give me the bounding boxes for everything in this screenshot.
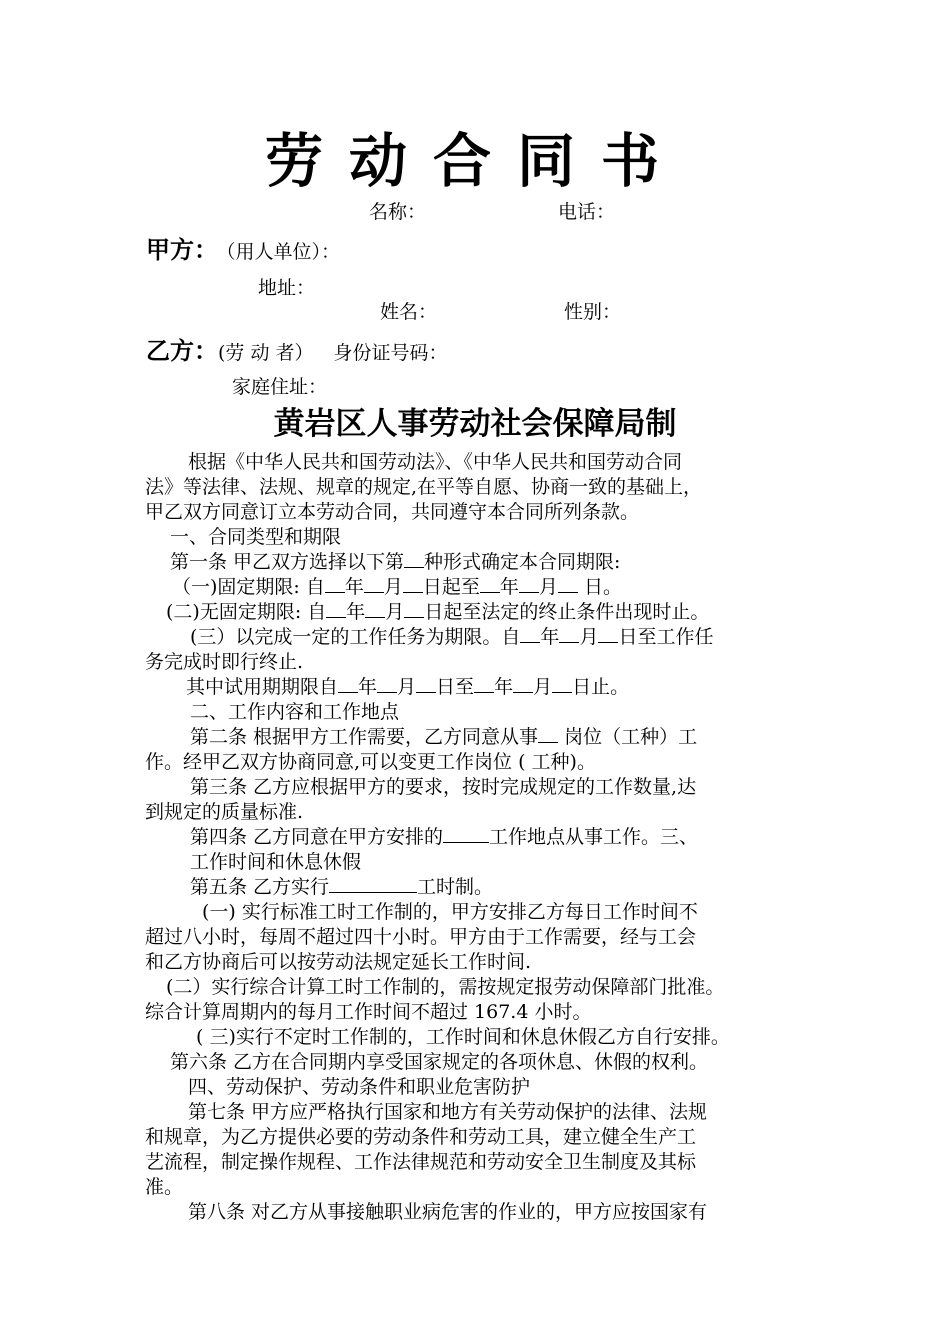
text-segment: 第五条 乙方实行	[190, 876, 330, 898]
article-7-cont: 和规章，为乙方提供必要的劳动条件和劳动工具，建立健全生产工	[145, 1126, 697, 1148]
article-5-item-1-cont: 超过八小时，每周不超过四十小时。甲方由于工作需要，经与工会	[145, 926, 697, 948]
party-b-label: 乙方：	[146, 337, 218, 365]
article-4-cont: 工作时间和休息休假	[190, 851, 362, 873]
blank-line	[326, 601, 346, 618]
blank-line	[513, 676, 533, 693]
article-5	[190, 875, 493, 899]
text-segment: 年	[499, 576, 519, 598]
text-segment: 岗位（工种）工	[558, 726, 698, 748]
text-segment: 月	[385, 601, 405, 623]
text-segment: 工时制。	[417, 876, 494, 898]
article-5-item-2: (二）实行综合计算工时工作制的，需按规定报劳动保障部门批准。	[166, 976, 725, 998]
text-segment: 第四条 乙方同意在甲方安排的	[190, 826, 444, 848]
party-a-row	[146, 238, 340, 264]
article-1	[170, 550, 620, 574]
blank-line	[559, 626, 579, 643]
preamble-line: 根据《中华人民共和国劳动法》、《中华人民共和国劳动合同	[188, 451, 683, 473]
blank-line	[365, 601, 385, 618]
blank-line	[338, 676, 358, 693]
article-4	[190, 825, 698, 849]
blank-line	[325, 576, 345, 593]
article-7: 第七条 甲方应严格执行国家和地方有关劳动保护的法律、法规	[188, 1101, 708, 1123]
text-segment: (三）以完成一定的工作任务为期限。自	[190, 626, 521, 648]
article-5-item-2-cont: 综合计算周期内的每月工作时间不超过 167.4 小时。	[145, 1001, 592, 1023]
blank-line	[403, 576, 423, 593]
blank-line	[404, 601, 424, 618]
text-segment: 月	[533, 676, 553, 698]
text-segment: 月	[383, 576, 403, 598]
text-segment: 年	[358, 676, 378, 698]
text-segment: 月	[397, 676, 417, 698]
blank-line	[364, 576, 384, 593]
text-segment: 年	[494, 676, 514, 698]
term-option-task	[190, 625, 713, 649]
text-segment: (二)无固定期限: 自	[166, 601, 327, 623]
blank-line	[519, 576, 539, 593]
article-5-item-3: ( 三)实行不定时工作制的，工作时间和休息休假乙方自行安排。	[196, 1026, 730, 1048]
term-option-task-cont: 务完成时即行终止.	[145, 651, 304, 673]
blank-line	[329, 876, 417, 893]
party-a-role: （用人单位）：	[226, 241, 341, 263]
article-7-cont: 准。	[145, 1176, 184, 1198]
phone-label: 电话：	[558, 201, 616, 223]
blank-line	[520, 626, 540, 643]
blank-line	[598, 626, 618, 643]
text-segment: 第二条 根据甲方工作需要，乙方同意从事	[190, 726, 539, 748]
blank-line	[552, 676, 572, 693]
text-segment: 日。	[577, 576, 622, 598]
id-label: 身份证号码：	[333, 342, 448, 364]
text-segment: 其中试用期期限自	[186, 676, 339, 698]
party-a-label: 甲方：	[146, 236, 218, 264]
text-segment: 日止。	[572, 676, 630, 698]
article-6: 第六条 乙方在合同期内享受国家规定的各项休息、休假的权利。	[170, 1051, 709, 1073]
blank-line	[404, 551, 424, 568]
text-segment: 年	[540, 626, 560, 648]
blank-line	[558, 576, 578, 593]
blank-line	[474, 676, 494, 693]
term-option-open	[166, 600, 709, 624]
article-2-cont: 作。经甲乙双方协商同意,可以变更工作岗位 ( 工种)。	[145, 751, 596, 773]
text-segment: 月	[579, 626, 599, 648]
article-3-cont: 到规定的质量标准.	[145, 801, 304, 823]
term-option-fixed	[172, 575, 622, 599]
text-segment: 日至	[436, 676, 475, 698]
fullname-label: 姓名：	[380, 301, 438, 323]
section-heading: 二、工作内容和工作地点	[190, 701, 400, 723]
text-segment: 年	[344, 576, 364, 598]
gender-label: 性别：	[564, 301, 622, 323]
party-b-role: (劳 动 者）	[218, 342, 314, 364]
text-segment: 日起至法定的终止条件出现时止。	[424, 601, 710, 623]
text-segment: 第一条 甲乙双方选择以下第	[170, 551, 405, 573]
text-segment: 工作地点从事工作。三、	[489, 826, 699, 848]
blank-line	[538, 726, 558, 743]
name-label: 名称：	[369, 201, 427, 223]
text-segment: 年	[346, 601, 366, 623]
probation-line	[186, 675, 629, 699]
article-3: 第三条 乙方应根据甲方的要求，按时完成规定的工作数量,达	[190, 776, 697, 798]
text-segment: 月	[538, 576, 558, 598]
blank-line	[416, 676, 436, 693]
address-label: 地址：	[258, 277, 316, 299]
preamble-line: 法》等法律、法规、规章的规定,在平等自愿、协商一致的基础上，	[145, 476, 703, 498]
home-address-label: 家庭住址：	[232, 376, 328, 398]
article-2	[190, 725, 697, 749]
document-title: 劳动合同书	[264, 127, 685, 195]
blank-line	[443, 826, 489, 843]
section-heading: 四、劳动保护、劳动条件和职业危害防护	[188, 1076, 531, 1098]
text-segment: 日起至	[422, 576, 480, 598]
preamble-line: 甲乙双方同意订立本劳动合同，共同遵守本合同所列条款。	[145, 501, 640, 523]
article-7-cont: 艺流程，制定操作规程、工作法律规范和劳动安全卫生制度及其标	[145, 1151, 697, 1173]
party-b-row	[146, 339, 448, 365]
text-segment: 种形式确定本合同期限:	[424, 551, 621, 573]
article-5-item-1-cont: 和乙方协商后可以按劳动法规定延长工作时间.	[145, 951, 532, 973]
blank-line	[480, 576, 500, 593]
blank-line	[377, 676, 397, 693]
article-8: 第八条 对乙方从事接触职业病危害的作业的，甲方应按国家有	[188, 1201, 708, 1223]
article-5-item-1: (一) 实行标准工时工作制的，甲方安排乙方每日工作时间不	[202, 901, 698, 923]
text-segment: （一)固定期限: 自	[172, 576, 325, 598]
issuer-title: 黄岩区人事劳动社会保障局制	[273, 406, 677, 442]
section-heading: 一、合同类型和期限	[170, 526, 342, 548]
text-segment: 日至工作任	[618, 626, 714, 648]
